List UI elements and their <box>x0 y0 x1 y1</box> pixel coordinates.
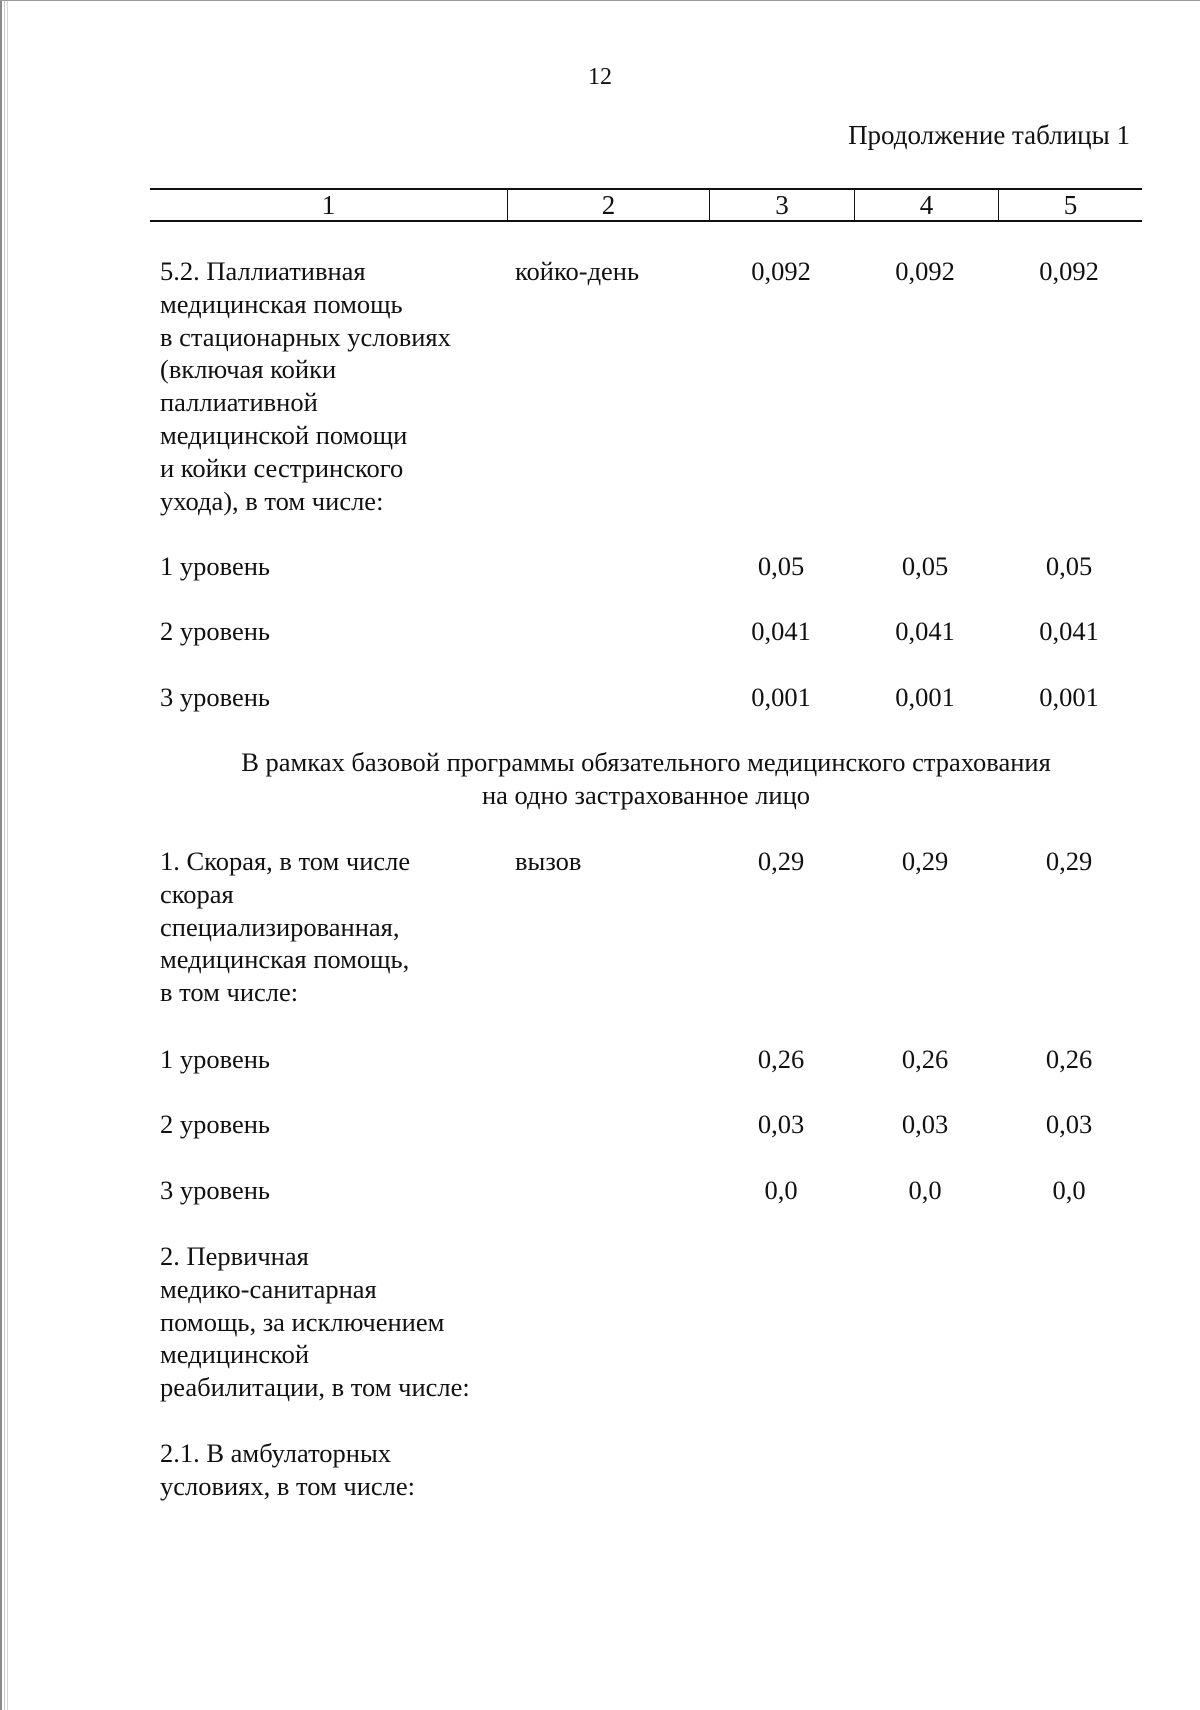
value-col3: 0,041 <box>751 616 811 646</box>
row-unit: койко-день <box>515 256 640 286</box>
column-number-3: 3 <box>710 190 855 220</box>
value-col4: 0,001 <box>895 682 955 712</box>
value-col3: 0,092 <box>751 256 811 286</box>
row-label: 3 уровень <box>160 1175 271 1205</box>
scan-left-edge <box>0 0 5 1710</box>
column-number-4: 4 <box>855 190 999 220</box>
value-col3: 0,29 <box>757 846 805 876</box>
value-col5: 0,03 <box>1045 1109 1093 1139</box>
row-label: 2 уровень <box>160 1109 271 1139</box>
value-col5: 0,26 <box>1045 1044 1093 1074</box>
scan-top-edge <box>0 0 1200 1</box>
value-col3: 0,05 <box>757 551 805 581</box>
column-number-2: 2 <box>508 190 710 220</box>
row-label: 1 уровень <box>160 1044 271 1074</box>
value-col5: 0,041 <box>1039 616 1099 646</box>
row-label: 2.1. В амбулаторных условиях, в том числе: <box>160 1438 415 1501</box>
section-heading: В рамках базовой программы обязательного медицинского страхования на одно застрахованное лицо <box>241 747 1051 810</box>
row-label: 2. Первичная медико-санитарная помощь, за исключением медицинской реабилитации, в том числе: <box>160 1241 470 1403</box>
page-number: 12 <box>588 64 612 90</box>
column-number-5: 5 <box>1063 190 1078 220</box>
value-col5: 0,05 <box>1045 551 1093 581</box>
value-col4: 0,29 <box>901 846 949 876</box>
row-label: 3 уровень <box>160 682 271 712</box>
column-number-1: 1 <box>150 190 508 220</box>
row-label: 1. Скорая, в том числе скорая специализированная, медицинская помощь, в том числе: <box>160 846 411 1008</box>
value-col4: 0,0 <box>908 1175 942 1205</box>
value-col4: 0,05 <box>901 551 949 581</box>
value-col4: 0,26 <box>901 1044 949 1074</box>
row-label: 2 уровень <box>160 616 271 646</box>
table-column-numbers <box>150 188 1142 222</box>
value-col4: 0,03 <box>901 1109 949 1139</box>
table-caption: Продолжение таблицы 1 <box>848 120 1130 150</box>
value-col3: 0,26 <box>757 1044 805 1074</box>
value-col3: 0,0 <box>764 1175 798 1205</box>
row-label: 1 уровень <box>160 551 271 581</box>
value-col4: 0,041 <box>895 616 955 646</box>
row-unit: вызов <box>515 846 582 876</box>
value-col5: 0,001 <box>1039 682 1099 712</box>
value-col5: 0,0 <box>1052 1175 1086 1205</box>
scan-left-edge-line <box>7 0 8 1710</box>
value-col3: 0,001 <box>751 682 811 712</box>
row-label: 5.2. Паллиативная медицинская помощь в стационарных условиях (включая койки паллиативной медицинской помощи и койки сестринского ухода), в том числе: <box>160 256 451 516</box>
value-col4: 0,092 <box>895 256 955 286</box>
value-col3: 0,03 <box>757 1109 805 1139</box>
value-col5: 0,29 <box>1045 846 1093 876</box>
value-col5: 0,092 <box>1039 256 1099 286</box>
